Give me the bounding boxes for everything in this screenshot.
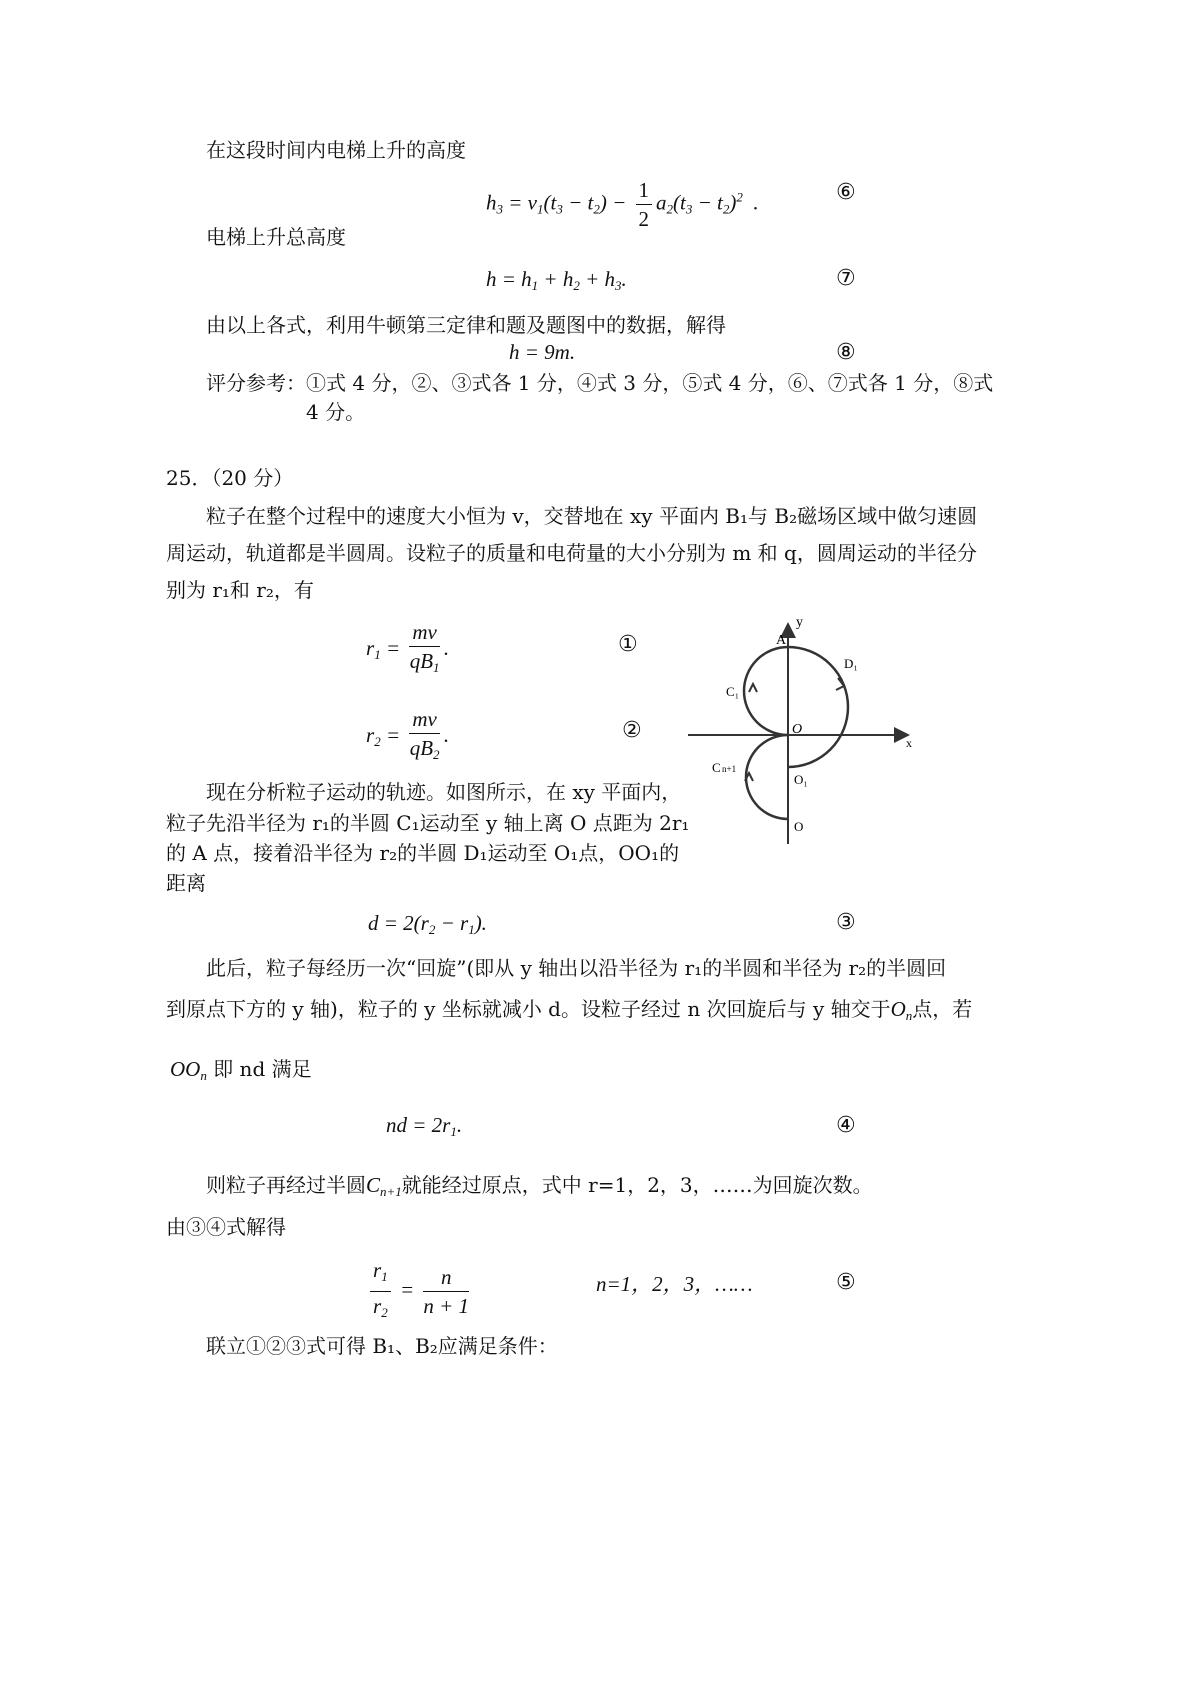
equation-nd: nd = $2r_1$. (386, 1113, 463, 1139)
section-heading: 25．（20 分） (166, 466, 294, 490)
inline-math-on: $O_n$ (890, 997, 913, 1023)
inline-math-cn1: $C_{n+1}$ (366, 1173, 402, 1199)
semicircle-d1 (788, 647, 848, 767)
equation-number: ⑧ (836, 340, 856, 365)
text-fragment: 到原点下方的 y 轴)，粒子的 y 坐标就减小 d。设粒子经过 n 次回旋后与 y 轴交于 (166, 997, 891, 1021)
equation-number: ⑤ (836, 1270, 856, 1295)
text-line: 在这段时间内电梯上升的高度 (206, 138, 466, 162)
equation-h3: $h_3 = v_1(t_3 - t_2)$ − $\frac{1}{2}$ $a_2(t_3 - t_2)^2$ . (486, 178, 759, 231)
text-line: 4 分。 (306, 400, 366, 424)
fig-label-on: O (794, 819, 804, 834)
equation-ratio: $\frac{r_1}{r_2}$ = $\frac{n}{n + 1}$ (366, 1258, 473, 1325)
text-line: 由以上各式，利用牛顿第三定律和题及题图中的数据，解得 (206, 313, 726, 337)
equation-number: ① (618, 632, 638, 657)
text-fragment: 即 nd 满足 (213, 1057, 312, 1081)
equation-h-result: h = 9m. (509, 340, 576, 364)
fig-label-o1: O₁ (794, 772, 808, 787)
equation-number: ⑦ (836, 266, 856, 291)
fig-label-c1: C₁ (726, 684, 740, 699)
text-line (170, 1056, 312, 1088)
text-line: 粒子先沿半径为 r₁的半圆 C₁运动至 y 轴上离 O 点距为 2r₁ (166, 811, 690, 835)
trajectory-figure (712, 615, 928, 854)
equation-n-condition: n=1，2，3，…… (596, 1272, 753, 1296)
fig-label-cn1-sub: n+1 (722, 764, 737, 774)
equation-number: ③ (836, 910, 856, 935)
fig-label-cn1: C (712, 760, 721, 775)
text-line: 由③④式解得 (166, 1215, 286, 1239)
text-line: 的 A 点，接着沿半径为 r₂的半圆 D₁运动至 O₁点，OO₁的 (166, 841, 680, 865)
equation-h-total: $h = h_1 + h_2 + h_3$. (486, 267, 627, 293)
text-line: 联立①②③式可得 B₁、B₂应满足条件： (206, 1334, 558, 1358)
text-line: 电梯上升总高度 (206, 225, 346, 249)
text-fragment: 就能经过原点，式中 r=1，2，3，……为回旋次数。 (401, 1173, 873, 1197)
text-line: 别为 r₁和 r₂，有 (166, 578, 314, 602)
semicircle-cn1 (746, 735, 788, 819)
equation-number: ④ (836, 1113, 856, 1138)
equation-r1: $r_1$ = $\frac{mv}{qB_1}$ . (366, 620, 450, 675)
fig-label-x: x (906, 736, 912, 750)
equation-number: ⑥ (836, 180, 856, 205)
text-line: 粒子在整个过程中的速度大小恒为 v，交替地在 xy 平面内 B₁与 B₂磁场区域中做匀速圆 (206, 504, 978, 528)
text-line: 此后，粒子每经历一次“回旋”(即从 y 轴出以沿半径为 r₁的半圆和半径为 r₂的半圆回 (206, 956, 947, 980)
equation-d: $d = 2(r_2 - r_1)$. (368, 911, 487, 937)
inline-math-oon: $OO_n$ (170, 1057, 207, 1083)
fig-label-d1: D₁ (844, 656, 858, 671)
text-line: 周运动，轨道都是半圆周。设粒子的质量和电荷量的大小分别为 m 和 q，圆周运动的半径分 (166, 541, 977, 565)
text-fragment: 点，若 (912, 997, 973, 1021)
equation-r2: $r_2$ = $\frac{mv}{qB_2}$ . (366, 707, 450, 762)
fig-label-a: A (776, 633, 787, 648)
text-line: 现在分析粒子运动的轨迹。如图所示，在 xy 平面内， (206, 780, 682, 804)
text-line: 距离 (166, 871, 206, 895)
text-line (206, 1172, 873, 1204)
arrow (749, 684, 757, 692)
fig-label-o: O (792, 722, 803, 737)
text-fragment: 则粒子再经过半圆 (206, 1173, 366, 1197)
text-line (166, 996, 972, 1028)
equation-number: ② (622, 718, 642, 743)
text-line: 评分参考：①式 4 分，②、③式各 1 分，④式 3 分，⑤式 4 分，⑥、⑦式各 1 分，⑧式 (206, 371, 994, 395)
fig-label-y: y (796, 615, 803, 630)
